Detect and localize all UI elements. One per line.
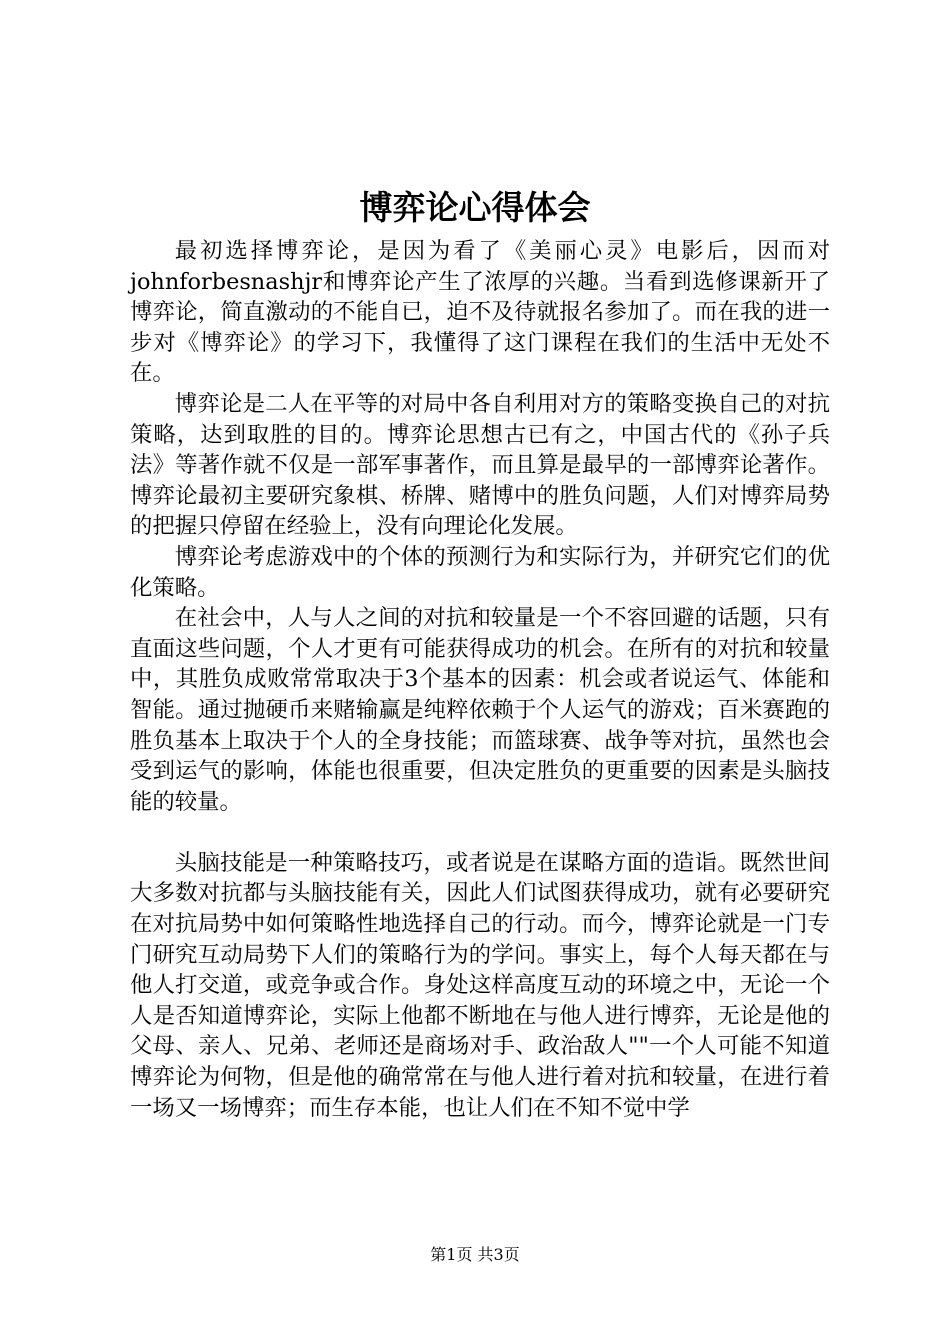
paragraph-4: 在社会中，人与人之间的对抗和较量是一个不容回避的话题，只有直面这些问题，个人才更有可能获得成功的机会。在所有的对抗和较量中，其胜负成败常常取决于3个基本的因素：机会或者说运气、体能和智能。通过抛硬币来赌输赢是纯粹依赖于个人运气的游戏；百米赛跑的胜负基本上取决于个人的全身技能；而篮球赛、战争等对抗，虽然也会受到运气的影响，体能也很重要，但决定胜负的更重要的因素是头脑技能的较量。 xyxy=(130,605,830,815)
paragraph-1: 最初选择博弈论，是因为看了《美丽心灵》电影后，因而对johnforbesnashjr和博弈论产生了浓厚的兴趣。当看到选修课新开了博弈论，简直激动的不能自已，迫不及待就报名参加了。而在我的进一步对《博弈论》的学习下，我懂得了这门课程在我们的生活中无处不在。 xyxy=(130,238,830,387)
paragraph-5: 头脑技能是一种策略技巧，或者说是在谋略方面的造诣。既然世间大多数对抗都与头脑技能有关，因此人们试图获得成功，就有必要研究在对抗局势中如何策略性地选择自己的行动。而今，博弈论就是一门专门研究互动局势下人们的策略行为的学问。事实上，每个人每天都在与他人打交道，或竞争或合作。身处这样高度互动的环境之中，无论一个人是否知道博弈论，实际上他都不断地在与他人进行博弈，无论是他的父母、亲人、兄弟、老师还是商场对手、政治敌人""一个人可能不知道博弈论为何物，但是他的确常常在与他人进行着对抗和较量，在进行着一场又一场博弈；而生存本能，也让人们在不知不觉中学 xyxy=(130,849,830,1121)
paragraph-3: 博弈论考虑游戏中的个体的预测行为和实际行为，并研究它们的优化策略。 xyxy=(130,543,830,601)
page-number-footer: 第1页 共3页 xyxy=(430,1245,520,1264)
document-body xyxy=(130,236,830,1123)
document-title: 博弈论心得体会 xyxy=(359,188,591,227)
paragraph-2: 博弈论是二人在平等的对局中各自利用对方的策略变换自己的对抗策略，达到取胜的目的。博弈论思想古已有之，中国古代的《孙子兵法》等著作就不仅是一部军事著作，而且算是最早的一部博弈论著作。博弈论最初主要研究象棋、桥牌、赌博中的胜负问题，人们对博弈局势的把握只停留在经验上，没有向理论化发展。 xyxy=(130,390,830,540)
